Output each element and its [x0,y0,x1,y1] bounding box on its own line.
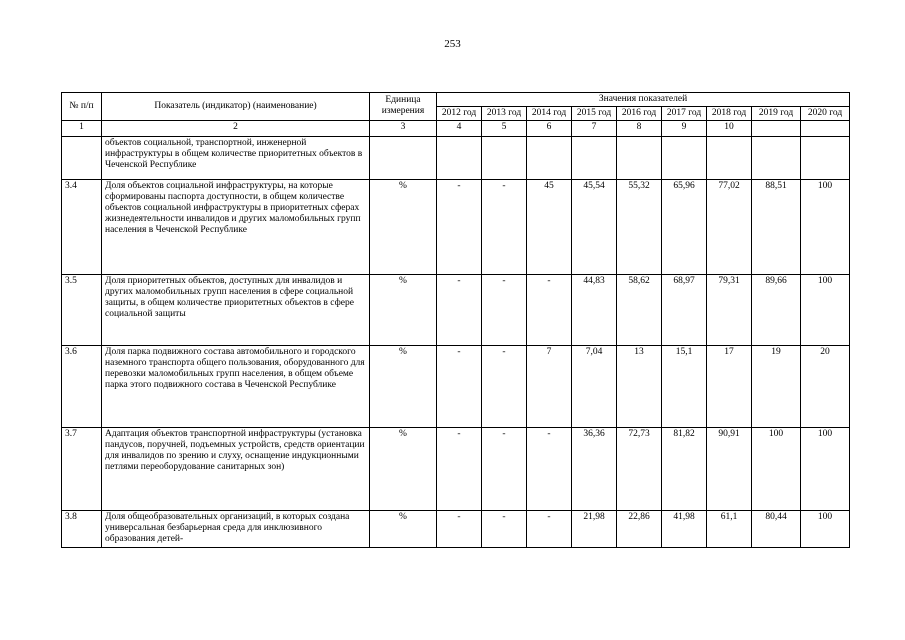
table-row [62,179,850,274]
table-row [62,427,850,510]
row-value: 20 [801,345,850,427]
row-value: 17 [707,345,752,427]
row-value: - [437,274,482,345]
row-value: 100 [752,427,801,510]
header-indicator: Показатель (индикатор) (наименование) [102,93,370,121]
column-number: 3 [370,120,437,136]
row-unit: % [370,274,437,345]
table-row [62,345,850,427]
indicators-table [61,92,850,548]
table-row [62,136,850,179]
row-value [707,136,752,179]
row-value: 41,98 [662,510,707,547]
row-value: 22,86 [617,510,662,547]
row-indicator: Доля общеобразовательных организаций, в которых создана универсальная безбарьерная среда для инклюзивного образования детей- [102,510,370,547]
page-number: 253 [444,38,461,50]
header-year: 2018 год [707,107,752,121]
column-number [801,120,850,136]
column-number-row [62,120,850,136]
row-value: - [482,274,527,345]
row-value: 7,04 [572,345,617,427]
row-value: 13 [617,345,662,427]
row-unit: % [370,510,437,547]
row-value: 72,73 [617,427,662,510]
row-value: - [437,427,482,510]
header-year: 2014 год [527,107,572,121]
row-value [617,136,662,179]
row-indicator: Доля объектов социальной инфраструктуры, на которые сформированы паспорта доступности, в общем количестве объектов социальной инфраструктуры в приоритетных сферах жизнедеятельности инвалидов и других маломобильных групп населения в Чеченской Республике [102,179,370,274]
row-value: - [527,427,572,510]
row-indicator: Доля приоритетных объектов, доступных для инвалидов и других маломобильных групп населения в сфере социальной защиты, в общем количестве приоритетных объектов в сфере социальной защиты [102,274,370,345]
row-value: 55,32 [617,179,662,274]
row-value: 88,51 [752,179,801,274]
row-unit: % [370,345,437,427]
row-unit: % [370,179,437,274]
header-year: 2017 год [662,107,707,121]
column-number [752,120,801,136]
row-value: 61,1 [707,510,752,547]
row-value [752,136,801,179]
row-value: 15,1 [662,345,707,427]
column-number: 10 [707,120,752,136]
column-number: 1 [62,120,102,136]
row-value: 58,62 [617,274,662,345]
column-number: 9 [662,120,707,136]
row-value [662,136,707,179]
row-value: 36,36 [572,427,617,510]
table-row [62,274,850,345]
header-row-top [62,93,850,107]
header-year: 2016 год [617,107,662,121]
header-year: 2012 год [437,107,482,121]
row-number: 3.8 [62,510,102,547]
row-value: 68,97 [662,274,707,345]
row-unit [370,136,437,179]
row-value: - [482,179,527,274]
row-value: 45,54 [572,179,617,274]
row-value [572,136,617,179]
row-value: 77,02 [707,179,752,274]
table-row [62,510,850,547]
row-number: 3.7 [62,427,102,510]
row-value: 100 [801,427,850,510]
row-number: 3.4 [62,179,102,274]
row-value: - [437,345,482,427]
row-value: 80,44 [752,510,801,547]
row-number: 3.5 [62,274,102,345]
row-value: 81,82 [662,427,707,510]
row-value: 100 [801,510,850,547]
row-value: 65,96 [662,179,707,274]
column-number: 5 [482,120,527,136]
row-value: 89,66 [752,274,801,345]
row-indicator: объектов социальной, транспортной, инженерной инфраструктуры в общем количестве приоритетных объектов в Чеченской Республике [102,136,370,179]
row-value [437,136,482,179]
row-number [62,136,102,179]
header-year: 2013 год [482,107,527,121]
row-unit: % [370,427,437,510]
column-number: 8 [617,120,662,136]
row-value: 44,83 [572,274,617,345]
column-number: 2 [102,120,370,136]
header-year: 2019 год [752,107,801,121]
header-no: № п/п [62,93,102,121]
header-unit: Единица измерения [370,93,437,121]
row-value: - [437,510,482,547]
row-value: - [437,179,482,274]
header-year: 2020 год [801,107,850,121]
header-year: 2015 год [572,107,617,121]
row-value: 19 [752,345,801,427]
row-indicator: Доля парка подвижного состава автомобильного и городского наземного транспорта общего пользования, оборудованного для перевозки маломобильных групп населения, в общем объеме парка этого подвижного состава в Чеченской Республике [102,345,370,427]
row-value [482,136,527,179]
row-value: 100 [801,179,850,274]
row-value: 79,31 [707,274,752,345]
column-number: 4 [437,120,482,136]
row-value: - [482,510,527,547]
column-number: 6 [527,120,572,136]
row-value: 100 [801,274,850,345]
row-number: 3.6 [62,345,102,427]
row-value: 90,91 [707,427,752,510]
row-value: - [527,510,572,547]
row-indicator: Адаптация объектов транспортной инфраструктуры (установка пандусов, поручней, подъемных устройств, средств ориентации для инвалидов по зрению и слуху, оснащение индукционными петлями переоборудование санитарных зон) [102,427,370,510]
row-value: - [482,345,527,427]
header-values: Значения показателей [437,93,850,107]
row-value [801,136,850,179]
row-value: 45 [527,179,572,274]
row-value [527,136,572,179]
row-value: 21,98 [572,510,617,547]
row-value: - [482,427,527,510]
row-value: 7 [527,345,572,427]
row-value: - [527,274,572,345]
column-number: 7 [572,120,617,136]
